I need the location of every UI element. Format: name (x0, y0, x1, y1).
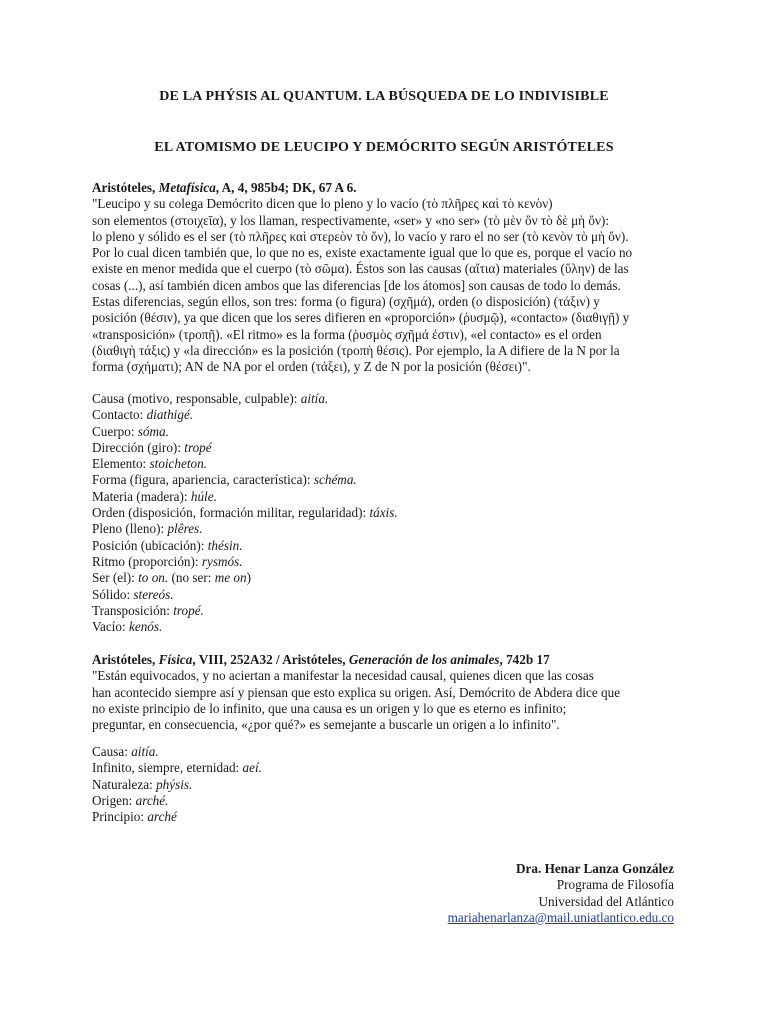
glossary-metafisica (92, 391, 692, 635)
glossary-term: Forma (figura, apariencia, característica): (92, 472, 314, 488)
quote-line: Estas diferencias, según ellos, son tres: forma (o figura) (σχῆμά), orden (o disposición) (τάξιν) y (92, 294, 600, 310)
glossary-greek: to on. (138, 570, 169, 586)
glossary-item (92, 472, 692, 488)
section-reference (92, 652, 692, 668)
glossary-item (92, 391, 692, 407)
glossary-greek: phýsis. (156, 776, 193, 792)
quote-line: han acontecido siempre así y piensan que esto explica su origen. Así, Demócrito de Abdera dice que (92, 684, 621, 700)
glossary-term: Causa: (92, 744, 132, 759)
glossary-item (92, 521, 692, 537)
reference-detail: , VIII, 252A32 / Aristóteles, (192, 652, 349, 667)
glossary-item (92, 760, 692, 776)
glossary-item (92, 424, 692, 440)
quote-line: forma (σχήματι); AN de NA por el orden (τάξει), y Z de N por la posición (θέσει)". (92, 359, 531, 375)
quote-line: «transposición» (τροπῇ). «El ritmo» es la forma (ῥυσμὸς σχῆμά ἐστιν), «el contacto» es el orden (92, 326, 602, 342)
author-program: Programa de Filosofía (556, 877, 674, 893)
glossary-item (92, 570, 692, 586)
glossary-term: Naturaleza: (92, 776, 157, 792)
reference-author: Aristóteles, (92, 180, 159, 195)
glossary-term: Causa (motivo, responsable, culpable): (92, 391, 301, 406)
quote-line: posición (θέσιν), ya que dicen que los seres difieren en «proporción» (ῥυσμῷ), «contacto» (διαθιγῇ) y (92, 310, 630, 326)
glossary-term: Posición (ubicación): (92, 537, 208, 553)
reference-work: Física (158, 652, 193, 667)
glossary-item (92, 538, 692, 554)
quote-line: (διαθιγὴ τάξις) y «la dirección» es la posición (τροπὴ θέσις). Por ejemplo, la A difiere de la N por la (92, 342, 620, 358)
quote-line: Por lo cual dicen también que, lo que no es, existe exactamente igual que lo que es, porque el vacío no (92, 245, 633, 261)
quote-line: cosas (...), así también dicen ambos que las diferencias [de los átomos] son causas de todo lo demás. (92, 277, 621, 293)
quote-line: "Leucipo y su colega Demócrito dicen que lo pleno y lo vacío (τὸ πλῆρες καὶ τὸ κενὸν) (92, 196, 553, 212)
glossary-extra: (no ser: (168, 570, 215, 586)
glossary-greek: húle. (190, 488, 217, 504)
glossary-greek: plêres. (167, 521, 203, 537)
glossary-term: Orden (disposición, formación militar, regularidad): (92, 505, 370, 521)
quote-paragraph (92, 196, 692, 375)
reference-work: Generación de los animales (348, 652, 500, 667)
quote-line: lo pleno y sólido es el ser (τὸ πλῆρες καὶ στερεὸν τὸ ὄν), lo vacío y raro el no ser (τὸ κενὸν τὸ μὴ ὄν). (92, 228, 629, 244)
author-email-link[interactable]: mariahenarlanza@mail.uniatlantico.edu.co (447, 909, 674, 925)
author-signature (448, 861, 674, 926)
reference-author: Aristóteles, (92, 652, 159, 667)
glossary-extra-close: ) (246, 570, 251, 586)
glossary-term: Principio: (92, 809, 148, 825)
glossary-item (92, 554, 692, 570)
reference-detail: , 742b 17 (499, 652, 550, 667)
glossary-extra-greek: me on (214, 570, 247, 586)
glossary-greek: rysmós. (201, 553, 243, 569)
glossary-item (92, 456, 692, 472)
quote-line: existe en menor medida que el cuerpo (τὸ σῶμα). Éstos son las causas (αἴτια) materiales (ὕλην) de las (92, 261, 629, 277)
author-university: Universidad del Atlántico (538, 893, 674, 909)
section-reference (92, 180, 692, 196)
glossary-greek: sóma. (137, 423, 169, 439)
glossary-greek: diathigé. (146, 407, 194, 423)
glossary-item (92, 603, 692, 619)
glossary-item (92, 489, 692, 505)
glossary-greek: stereós. (133, 586, 174, 602)
glossary-term: Sólido: (92, 586, 134, 602)
glossary-term: Vacío: (92, 619, 129, 635)
section-fisica (92, 652, 692, 733)
glossary-term: Transposición: (92, 602, 174, 618)
glossary-greek: aeí. (242, 760, 262, 776)
glossary-item (92, 793, 692, 809)
glossary-item (92, 587, 692, 603)
glossary-greek: arché. (135, 792, 169, 808)
glossary-term: Cuerpo: (92, 423, 138, 439)
glossary-item (92, 809, 692, 825)
glossary-term: Infinito, siempre, eternidad: (92, 760, 243, 776)
author-name: Dra. Henar Lanza González (516, 861, 674, 876)
glossary-greek: aitía. (300, 391, 329, 406)
glossary-term: Elemento: (92, 456, 150, 472)
document-subtitle: EL ATOMISMO DE LEUCIPO Y DEMÓCRITO SEGÚN ARISTÓTELES (154, 140, 614, 155)
glossary-greek: aitía. (131, 744, 159, 759)
reference-detail: , A, 4, 985b4; DK, 67 A 6. (215, 180, 357, 195)
glossary-item (92, 744, 692, 760)
glossary-greek: stoicheton. (149, 456, 208, 472)
glossary-item (92, 407, 692, 423)
glossary-greek: tropé. (173, 602, 204, 618)
glossary-greek: schéma. (313, 472, 357, 488)
quote-line: no existe principio de lo infinito, que una causa es un origen y lo que es eterno es infinito; (92, 700, 567, 716)
glossary-greek: arché (147, 809, 177, 825)
document-title: DE LA PHÝSIS AL QUANTUM. LA BÚSQUEDA DE LO INDIVISIBLE (159, 89, 609, 104)
glossary-greek: tropé (184, 439, 212, 455)
quote-line: "Están equivocados, y no aciertan a manifestar la necesidad causal, quienes dicen que las cosas (92, 668, 594, 684)
glossary-greek: kenós. (129, 619, 163, 635)
glossary-term: Dirección (giro): (92, 439, 185, 455)
section-metafisica (92, 180, 692, 376)
quote-paragraph (92, 668, 692, 733)
reference-work: Metafísica (158, 180, 216, 195)
glossary-greek: thésin. (207, 537, 243, 553)
glossary-item (92, 777, 692, 793)
glossary-term: Ritmo (proporción): (92, 553, 202, 569)
glossary-term: Ser (el): (92, 570, 139, 586)
glossary-item (92, 505, 692, 521)
glossary-fisica (92, 744, 692, 825)
glossary-term: Pleno (lleno): (92, 521, 168, 537)
quote-line: son elementos (στοιχεῖα), y los llaman, respectivamente, «ser» y «no ser» (τὸ μὲν ὂν τὸ δὲ μὴ ὄν): (92, 212, 609, 228)
glossary-term: Materia (madera): (92, 488, 191, 504)
glossary-item (92, 440, 692, 456)
glossary-term: Origen: (92, 792, 136, 808)
glossary-term: Contacto: (92, 407, 147, 423)
glossary-greek: táxis. (369, 505, 398, 521)
glossary-item (92, 619, 692, 635)
quote-line: preguntar, en consecuencia, «¿por qué?» es semejante a buscarle un origen a lo infinito". (92, 717, 560, 733)
